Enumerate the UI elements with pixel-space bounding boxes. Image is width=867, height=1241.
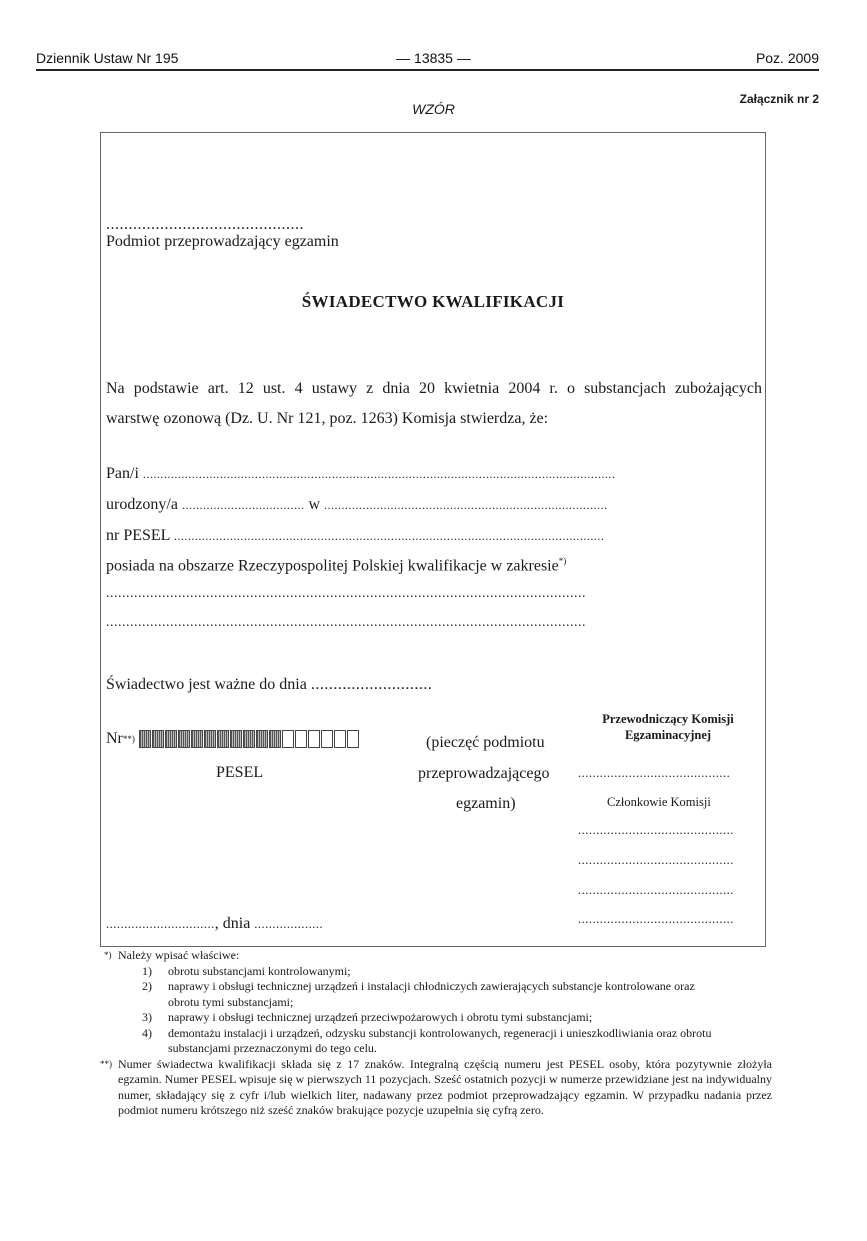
item-number: 4) [142,1025,152,1040]
footnotes [100,948,786,1119]
chair-title-line-2: Egzaminacyjnej [624,728,712,742]
footnote-1-item [106,1010,786,1026]
validity-field [106,676,432,694]
validity-label: Świadectwo jest ważne do dnia [106,676,307,693]
footnote-1-title [106,948,786,964]
born-label: urodzony/a [106,496,178,513]
date-dots: ................... [254,917,324,931]
annex-label: Załącznik nr 2 [739,92,819,106]
scope-label: posiada na obszarze Rzeczypospolitej Polskiej kwalifikacje w zakresie [106,557,559,575]
item-text: demontażu instalacji i urządzeń, odzysku substancji kontrolowanych, regeneracji i unieszkodliwiania oraz obrotu substancjami przeznaczonymi do tego celu. [168,1025,712,1055]
scope-dots-1: ........................................................................................................................ [106,586,586,601]
pesel-box [269,730,281,748]
chair-signature-dots: .......................................... [578,766,731,780]
pesel-box [256,730,268,748]
pesel-dots: ........................................................................................................................... [173,529,605,543]
place-label: w [308,496,321,513]
pesel-box [139,730,151,748]
issuer-dots: ............................................ [106,216,304,233]
footnote-2-mark: **) [100,1058,112,1069]
name-label: Pan/i [106,465,139,482]
intro-paragraph [106,374,762,434]
header-rule [36,69,819,71]
individual-number-box [347,730,359,748]
stamp-line-2: przeprowadzającego [418,765,550,782]
page-number: — 13835 — [396,50,471,66]
name-field [106,465,615,483]
stamp-line-1: (pieczęć podmiotu [426,734,545,751]
pesel-label: nr PESEL [106,527,170,544]
pesel-box [217,730,229,748]
footnote-1-item [106,964,786,980]
footnote-1-item [106,979,786,1010]
nr-footnote-mark: **) [122,734,135,744]
individual-number-box [282,730,294,748]
item-text: naprawy i obsługi technicznej urządzeń i instalacji chłodniczych zawierających substancje kontrolowane oraz obrotu tymi substancjami; [168,979,695,1009]
birthplace-dots: ................................................................................. [324,498,608,512]
pesel-box [243,730,255,748]
footnote-1-mark: *) [104,950,112,960]
intro-line-1: Na podstawie art. 12 ust. 4 ustawy z dnia 20 kwietnia 2004 r. o substancjach zubożających [106,380,762,397]
name-dots: ....................................................................................................................................... [142,467,616,481]
member-signature-dots: ........................................... [578,883,734,897]
pesel-field [106,527,604,545]
scope-footnote-mark: *) [558,556,567,566]
individual-number-box [334,730,346,748]
pesel-box [165,730,177,748]
nr-label: Nr [106,730,123,747]
validity-dots: ........................... [310,676,433,693]
chair-title-line-1: Przewodniczący Komisji [602,712,734,726]
place-dots: .............................. [106,917,215,931]
footnote-1-text: Należy wpisać właściwe: [118,948,240,962]
footnote-1-item [106,1026,786,1057]
pesel-caption: PESEL [216,764,264,781]
pesel-box [191,730,203,748]
place-date-field [106,915,323,933]
certificate-title: ŚWIADECTWO KWALIFIKACJI [301,292,565,311]
footnote-2 [100,1056,786,1119]
scope-dots-2: ........................................................................................................................ [106,615,586,630]
item-text: naprawy i obsługi technicznej urządzeń przeciwpożarowych i obrotu tymi substancjami; [168,1010,593,1024]
pesel-box [204,730,216,748]
intro-line-2: warstwę ozonową (Dz. U. Nr 121, poz. 1263) Komisja stwierdza, że: [106,410,549,427]
number-boxes [139,730,360,748]
item-number: 1) [142,963,152,978]
member-signature-dots: ........................................... [578,912,734,926]
individual-number-box [295,730,307,748]
footnote-2-text: Numer świadectwa kwalifikacji składa się z 17 znaków. Integralną częścią numeru jest PESEL osoby, która pozytywnie złożyła egzamin. Numer PESEL wpisuje się w pierwszych 11 pozycjach. Sześć ostatnich pozycji w numerze przewidziane jest na indywidualny numer, składający się z cyfr i/lub wielkich liter, nadawany przez podmiot przeprowadzający egzamin. W przypadku nadania przez podmiot numeru krótszego niż sześć znaków brakujące pozycje uzupełnia się cyfrą zero. [118,1056,772,1117]
pesel-box [152,730,164,748]
chair-title [576,711,760,743]
born-dots: ................................... [181,498,305,512]
journal-title: Dziennik Ustaw Nr 195 [36,50,179,66]
item-number: 2) [142,979,152,993]
item-text: obrotu substancjami kontrolowanymi; [168,963,351,978]
pesel-box [178,730,190,748]
individual-number-box [321,730,333,748]
certificate-number [106,730,360,748]
scope-text [106,556,566,575]
members-label: Członkowie Komisji [607,795,711,809]
item-number: 3) [142,1010,152,1024]
stamp-line-3: egzamin) [456,795,516,812]
member-signature-dots: ........................................... [578,853,734,867]
template-label: WZÓR [412,101,455,117]
date-label: , dnia [214,915,251,932]
individual-number-box [308,730,320,748]
member-signature-dots: ........................................... [578,823,734,837]
position-number: Poz. 2009 [755,50,819,66]
birth-field [106,496,608,514]
pesel-box [230,730,242,748]
issuer-label: Podmiot przeprowadzający egzamin [106,233,339,250]
